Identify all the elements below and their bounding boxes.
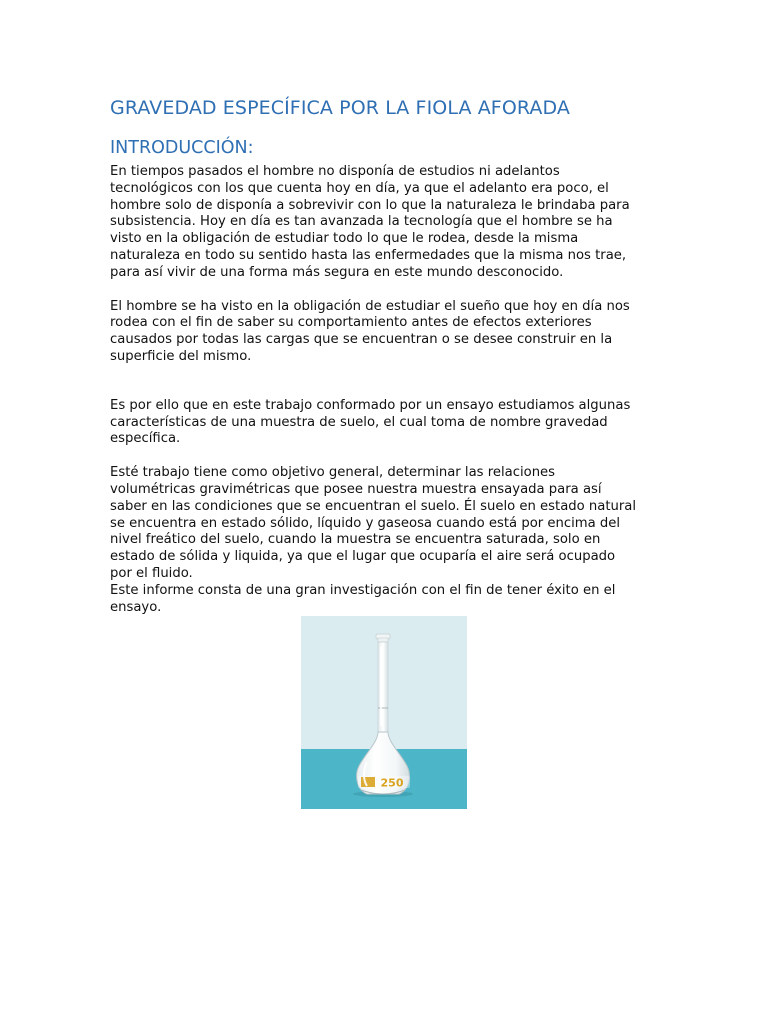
- volumetric-flask-icon: [301, 616, 467, 809]
- flask-image: [301, 616, 467, 809]
- paragraph-3: Es por ello que en este trabajo conformado por un ensayo estudiamos algunas características de una muestra de suelo, el cual toma de nombre gravedad específica.: [110, 397, 631, 447]
- flask-label-text: 250: [380, 776, 404, 790]
- paragraph-2: El hombre se ha visto en la obligación de estudiar el sueño que hoy en día nos rodea con el fin de saber su comportamiento antes de efectos exteriores causados por todas las cargas que se encuentran o se desee construir en la superficie del mismo.: [110, 298, 630, 364]
- document-body: [110, 164, 665, 616]
- paragraph-4: Esté trabajo tiene como objetivo general, determinar las relaciones volumétricas gravimétricas que posee nuestra muestra ensayada para así saber en las condiciones que se encuentran el suelo. Él suelo en estado natural se encuentra en estado sólido, líquido y gaseosa cuando está por encima del nivel freático del suelo, cuando la muestra se encuentra saturada, solo en estado de sólida y liquida, ya que el lugar que ocuparía el aire será ocupado por el fluido. Este informe consta de una gran investigación con el fin de tener éxito en el ensayo.: [110, 465, 637, 615]
- section-heading: INTRODUCCIÓN:: [110, 138, 254, 158]
- paragraph-1: En tiempos pasados el hombre no disponía de estudios ni adelantos tecnológicos con los que cuenta hoy en día, ya que el adelanto era poco, el hombre solo de disponía a sobrevivir con lo que la naturaleza le brindaba para subsistencia. Hoy en día es tan avanzada la tecnología que el hombre se ha visto en la obligación de estudiar todo lo que le rodea, desde la misma naturaleza en todo su sentido hasta las enfermedades que la misma nos trae, para así vivir de una forma más segura en este mundo desconocido.: [110, 164, 630, 280]
- document-title: GRAVEDAD ESPECÍFICA POR LA FIOLA AFORADA: [110, 97, 570, 119]
